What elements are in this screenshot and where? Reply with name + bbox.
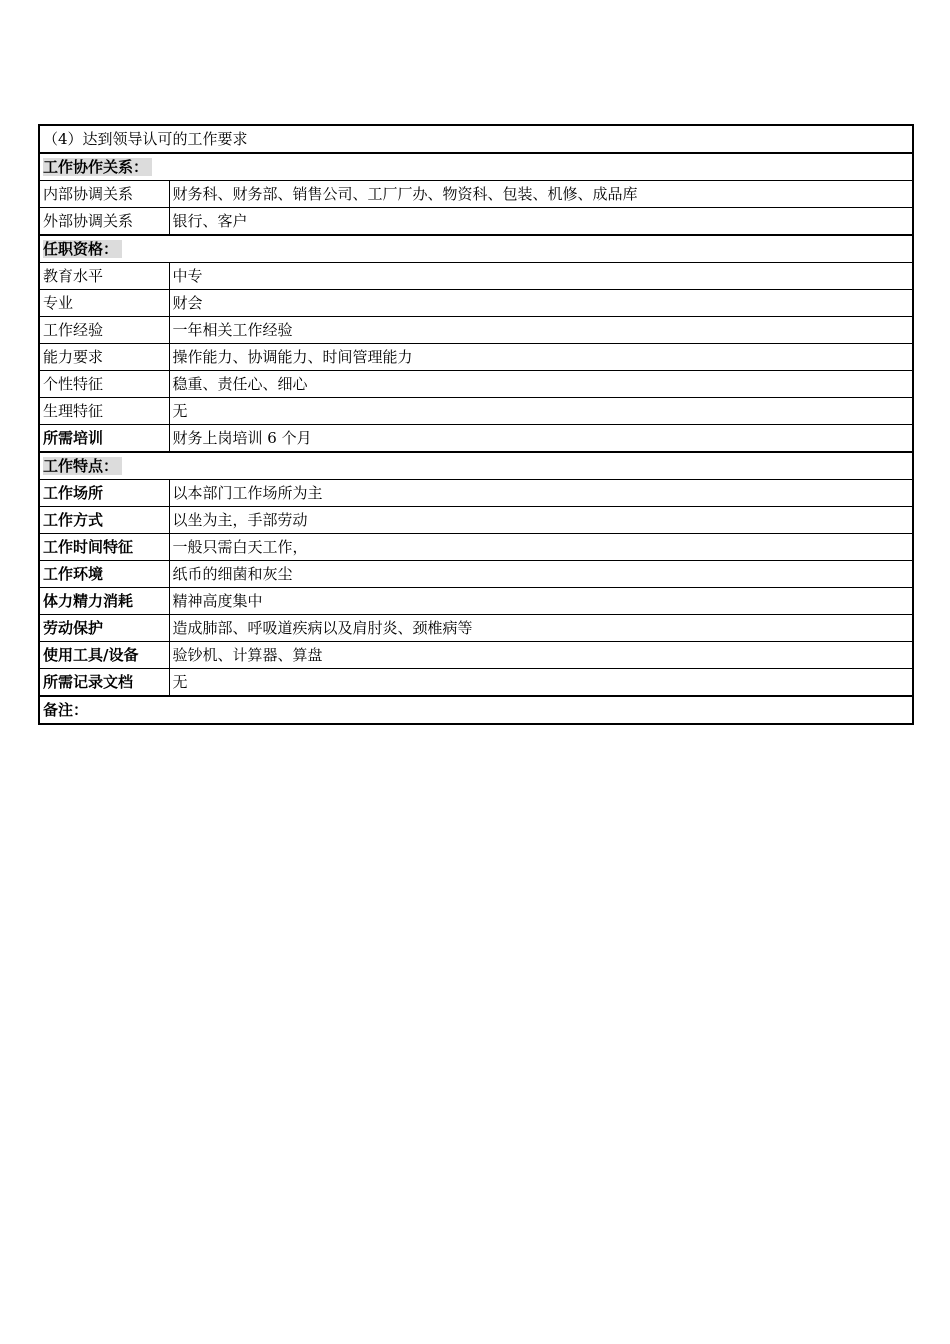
row-label: 教育水平 [39,263,169,290]
row-value: 一般只需白天工作， [169,534,913,561]
section-heading-work-features: 工作特点： [43,457,122,475]
row-label: 外部协调关系 [39,208,169,236]
section-heading-row [39,235,913,263]
top-line-text: （4）达到领导认可的工作要求 [39,125,913,153]
table-row [39,425,913,453]
table-row [39,642,913,669]
row-value: 验钞机、计算器、算盘 [169,642,913,669]
remarks-row [39,696,913,724]
row-label: 所需培训 [39,425,169,453]
table-row [39,561,913,588]
row-value: 无 [169,398,913,425]
row-value: 财会 [169,290,913,317]
section-heading-row [39,153,913,181]
row-label: 体力精力消耗 [39,588,169,615]
table-row [39,317,913,344]
row-value: 稳重、责任心、细心 [169,371,913,398]
table-row [39,615,913,642]
row-value: 财务上岗培训 6 个月 [169,425,913,453]
row-label: 工作环境 [39,561,169,588]
row-label: 工作方式 [39,507,169,534]
row-label: 工作时间特征 [39,534,169,561]
table-row [39,208,913,236]
row-value: 无 [169,669,913,697]
row-label: 生理特征 [39,398,169,425]
row-label: 工作经验 [39,317,169,344]
row-value: 造成肺部、呼吸道疾病以及肩肘炎、颈椎病等 [169,615,913,642]
remarks-label: 备注： [39,696,913,724]
row-value: 一年相关工作经验 [169,317,913,344]
table-row [39,480,913,507]
row-value: 精神高度集中 [169,588,913,615]
row-label: 内部协调关系 [39,181,169,208]
row-label: 使用工具/设备 [39,642,169,669]
job-description-table [38,124,914,725]
row-value: 以坐为主，手部劳动 [169,507,913,534]
table-row [39,534,913,561]
table-row [39,588,913,615]
table-row [39,669,913,697]
row-label: 能力要求 [39,344,169,371]
row-value: 纸币的细菌和灰尘 [169,561,913,588]
row-value: 以本部门工作场所为主 [169,480,913,507]
table-row [39,181,913,208]
section-heading-qualifications: 任职资格： [43,240,122,258]
section-heading-work-relations: 工作协作关系： [43,158,152,176]
table-row [39,344,913,371]
top-line-row [39,125,913,153]
table-row [39,263,913,290]
row-label: 专业 [39,290,169,317]
table-row [39,398,913,425]
section-heading-row [39,452,913,480]
row-value: 中专 [169,263,913,290]
row-label: 个性特征 [39,371,169,398]
row-value: 银行、客户 [169,208,913,236]
row-value: 财务科、财务部、销售公司、工厂厂办、物资科、包装、机修、成品库 [169,181,913,208]
row-label: 劳动保护 [39,615,169,642]
row-value: 操作能力、协调能力、时间管理能力 [169,344,913,371]
table-row [39,371,913,398]
table-row [39,290,913,317]
row-label: 所需记录文档 [39,669,169,697]
table-row [39,507,913,534]
row-label: 工作场所 [39,480,169,507]
